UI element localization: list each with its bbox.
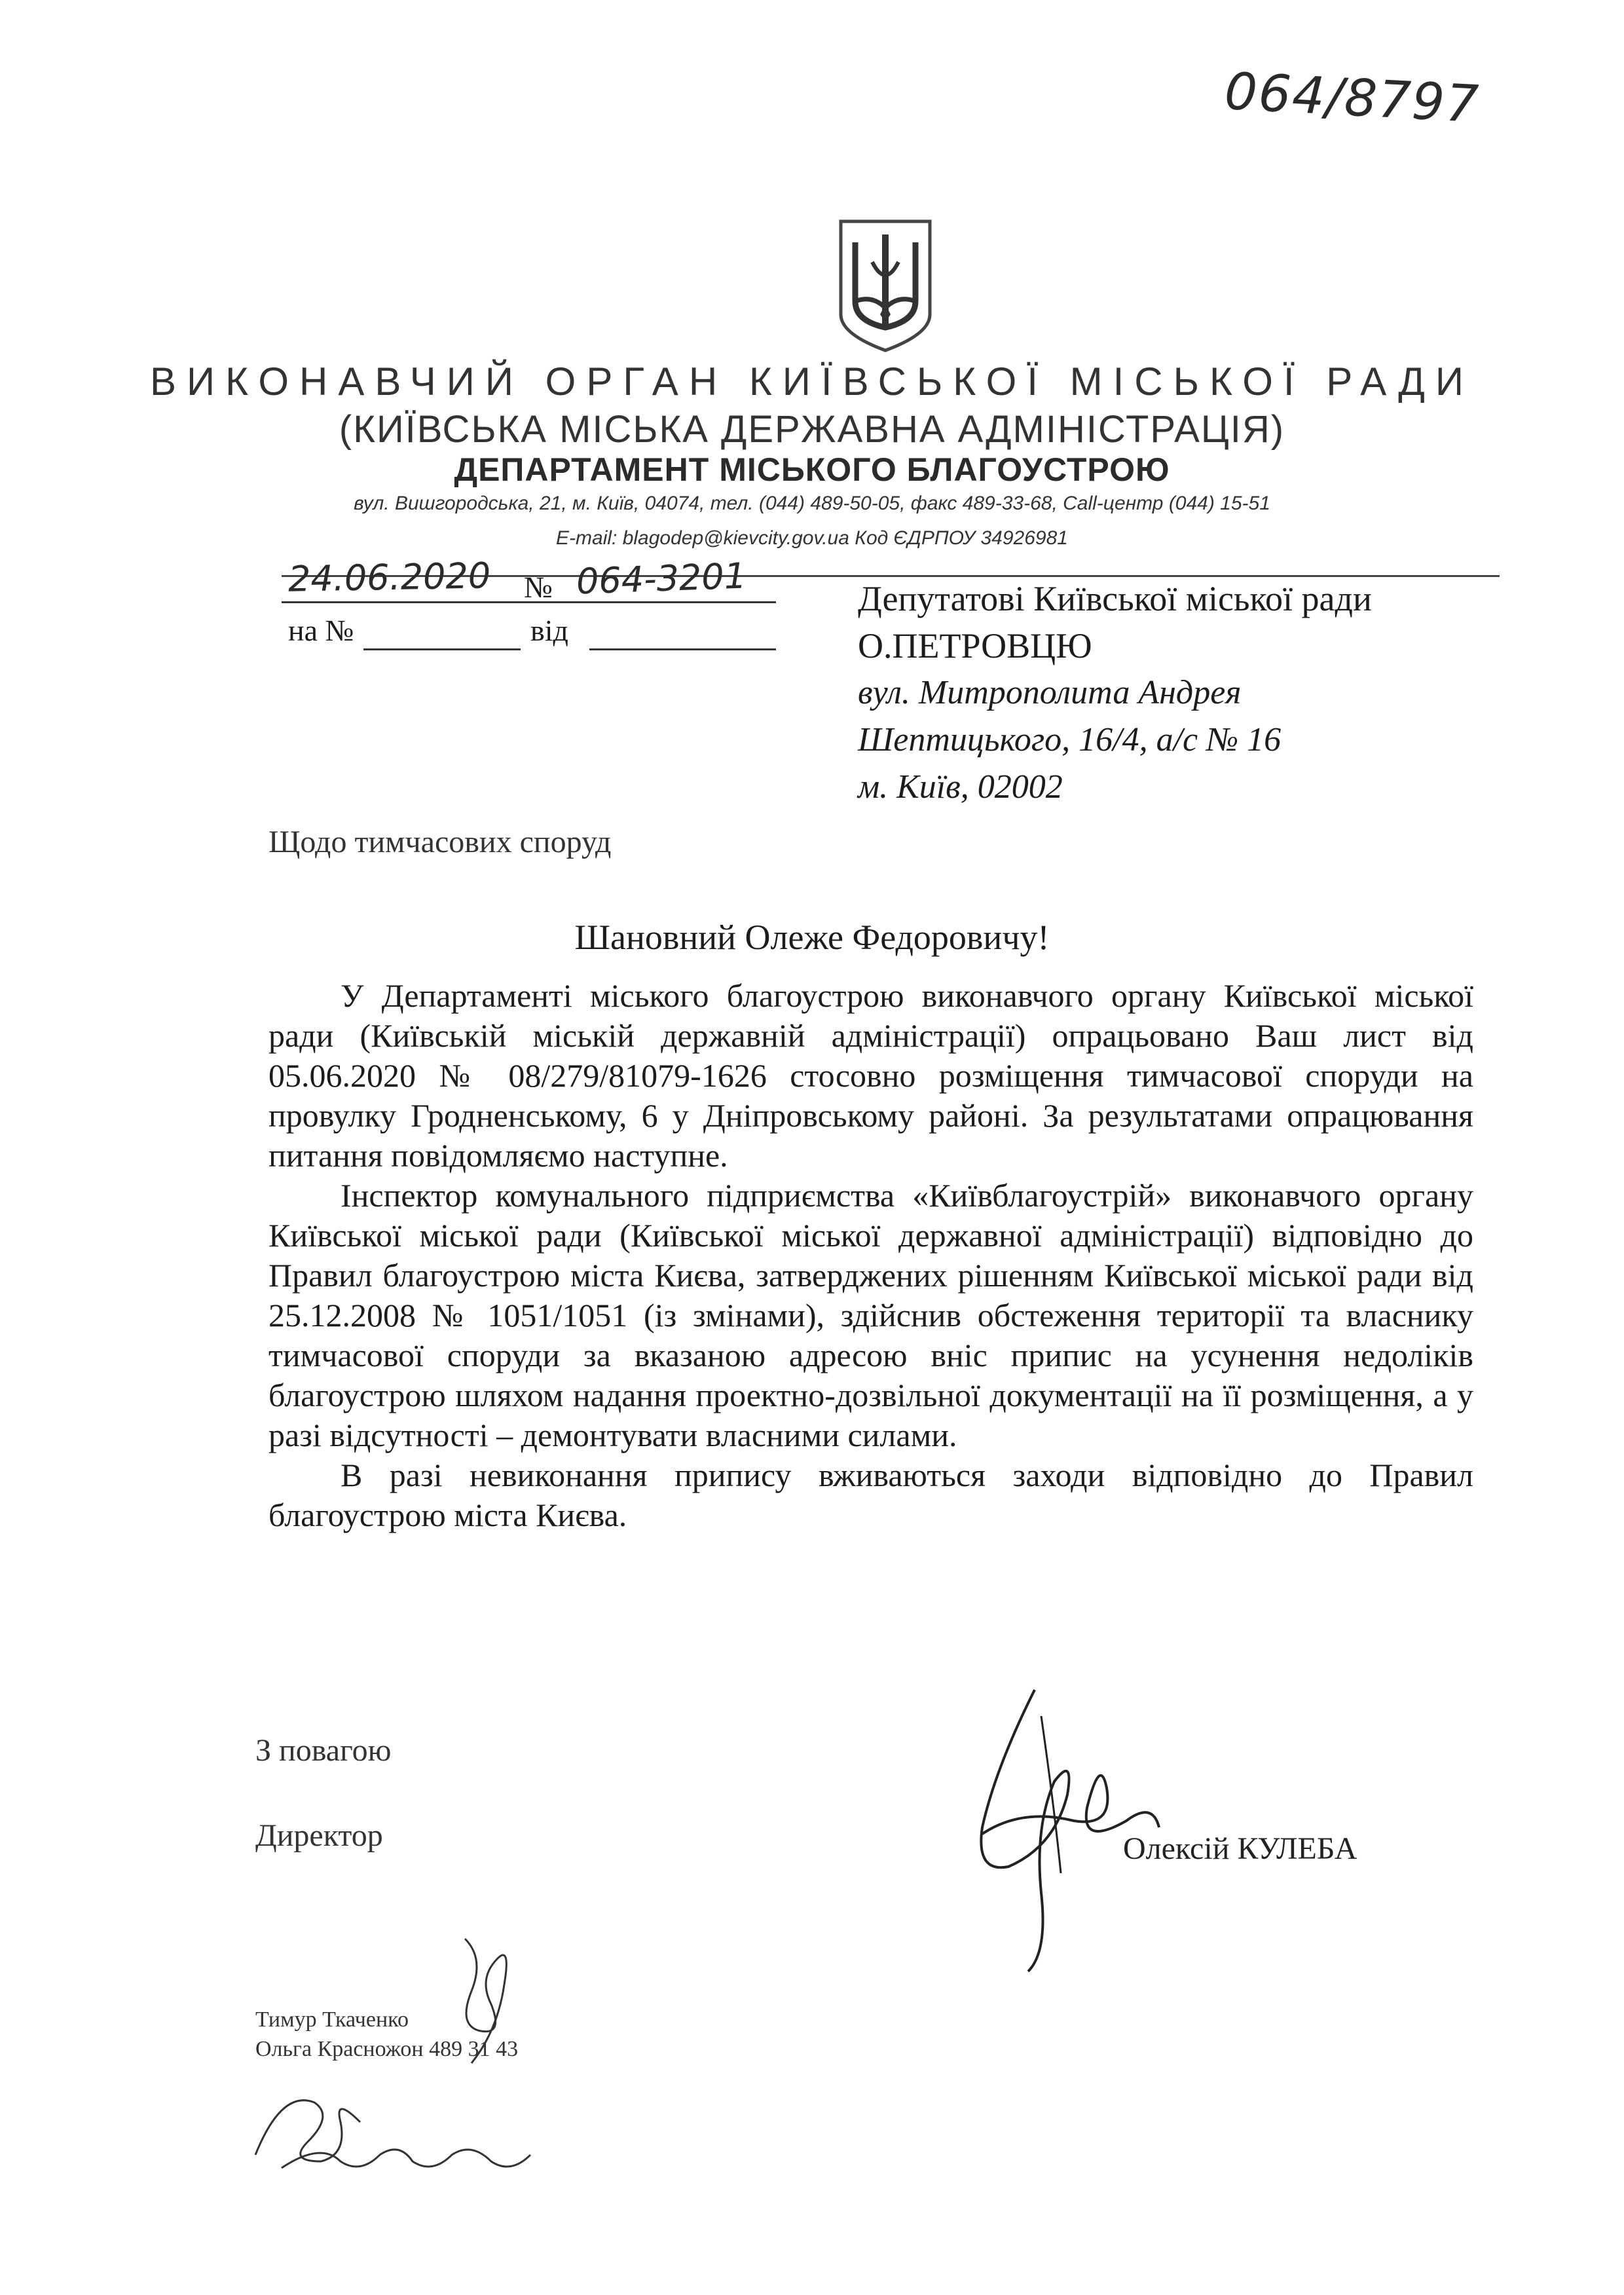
header-email-code: E-mail: blagodep@kievcity.gov.ua Код ЄДРПОУ 34926981 [556,527,1068,549]
executor-signature [445,1932,524,2070]
closing-regards: З повагою [255,1733,392,1768]
reference-date-underline [589,648,776,650]
reference-number-label: на № [288,614,354,647]
body-paragraph: Інспектор комунального підприємства «Київблагоустрій» виконавчого органу Київської міської ради (Київської міської державної адміністрації) відповідно до Правил благоустрою міста Києва, затверджених рішенням Київської міської ради від 25.12.2008 № 1051/1051 (із змінами), здійснив обстеження території та власнику тимчасової споруди за вказаною адресою вніс припис на усунення недоліків благоустрою шляхом надання проектно-дозвільної документації на її розміщення, а у разі відсутності – демонтувати власними силами. [268,1177,1473,1453]
header-organization-alt: (КИЇВСЬКА МІСЬКА ДЕРЖАВНА АДМІНІСТРАЦІЯ) [339,408,1285,451]
signer-position: Директор [255,1818,383,1853]
trident-emblem-icon [833,216,938,354]
recipient-city: м. Київ, 02002 [858,768,1063,806]
recipient-building: Шептицького, 16/4, а/с № 16 [858,721,1282,758]
salutation: Шановний Олеже Федоровичу! [574,918,1050,957]
header-contacts: вул. Вишгородська, 21, м. Київ, 04074, тел. (044) 489-50-05, факс 489-33-68, Call-центр (044) 15-51 [354,493,1270,514]
outgoing-date: 24.06.2020 [287,555,491,600]
executor-contact: Ольга Красножон 489 31 43 [255,2037,519,2061]
letter-body [268,976,1473,1535]
recipient-street: вул. Митрополита Андрея [858,674,1242,711]
approval-signature [242,2063,537,2181]
outgoing-underline [282,601,776,603]
body-paragraph: В разі невиконання припису вживаються заходи відповідно до Правил благоустрою міста Києва. [268,1457,1473,1533]
director-signature [956,1677,1166,1978]
recipient-title: Депутатові Київської міської ради [858,579,1372,618]
body-paragraph: У Департаменті міського благоустрою виконавчого органу Київської міської ради (Київській міській державній адміністрації) опрацьовано Ваш лист від 05.06.2020 № 08/279/81079-1626 стосовно розміщення тимчасової споруди на провулку Гродненському, 6 у Дніпровському районі. За результатами опрацювання питання повідомляємо наступне. [268,977,1473,1174]
header-organization: ВИКОНАВЧИЙ ОРГАН КИЇВСЬКОЇ МІСЬКОЇ РАДИ [149,360,1475,403]
letter-subject: Щодо тимчасових споруд [268,825,612,859]
reference-number-underline [363,648,521,650]
registration-number-handwritten: 064/8797 [1223,62,1481,135]
outgoing-number-label: № [524,570,553,604]
header-department: ДЕПАРТАМЕНТ МІСЬКОГО БЛАГОУСТРОЮ [454,451,1170,488]
signer-name: Олексій КУЛЕБА [1123,1831,1357,1866]
recipient-name: О.ПЕТРОВЦЮ [858,626,1092,665]
outgoing-number: 064-3201 [575,555,748,603]
reference-date-label: від [530,614,568,647]
recipient-block [858,575,1578,811]
executor-name: Тимур Ткаченко [255,2007,409,2032]
